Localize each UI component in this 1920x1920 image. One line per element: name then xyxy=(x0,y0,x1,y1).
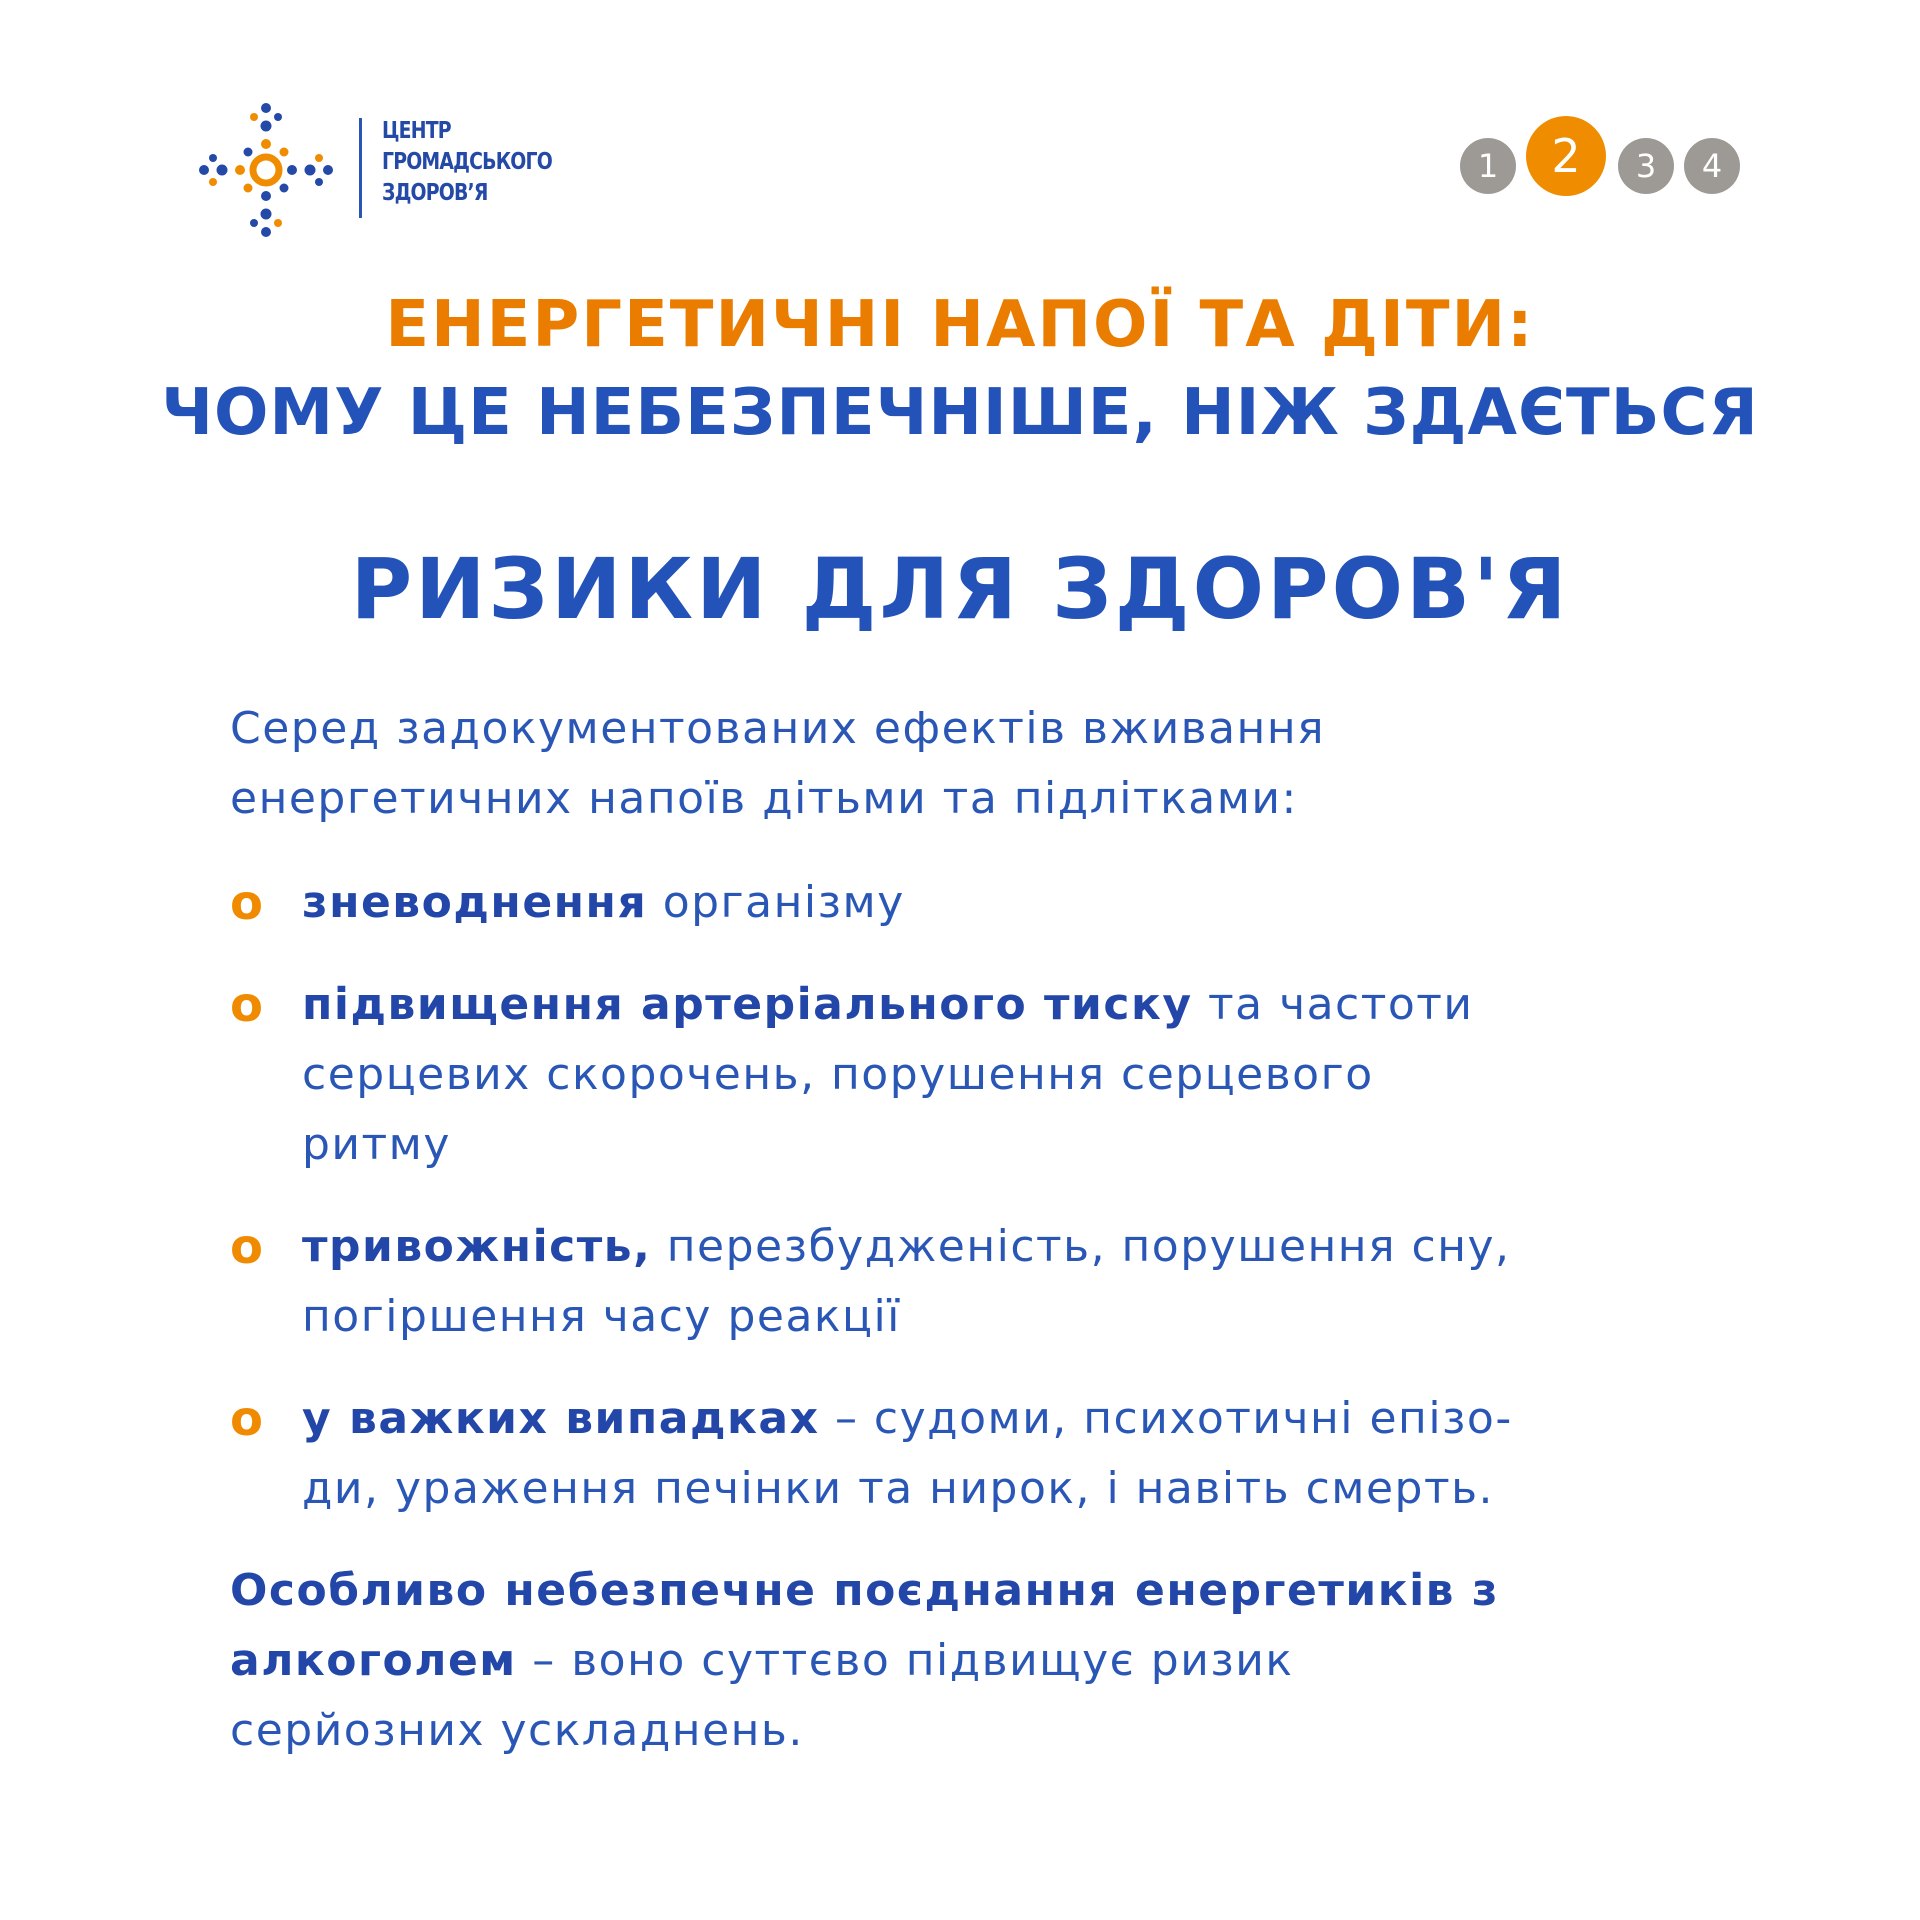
list-item xyxy=(230,1212,1770,1352)
bullet-marker: о xyxy=(230,1391,265,1447)
organization-logo xyxy=(196,100,636,240)
bullet-bold: у важких випадках xyxy=(302,1393,820,1444)
bullet-text: та частоти xyxy=(1192,979,1474,1030)
intro-paragraph xyxy=(230,694,1770,834)
closing-text: серйозних ускладнень. xyxy=(230,1705,804,1756)
closing-paragraph xyxy=(230,1556,1770,1766)
risk-list xyxy=(230,868,1770,1556)
bullet-bold: зневоднення xyxy=(302,877,648,928)
intro-line: Серед задокументованих ефектів вживання xyxy=(230,703,1326,754)
bullet-marker: о xyxy=(230,977,265,1033)
bullet-text: погіршення часу реакції xyxy=(302,1291,901,1342)
page-dot-1[interactable]: 1 xyxy=(1460,138,1516,194)
closing-text: – воно суттєво підвищує ризик xyxy=(516,1635,1294,1686)
closing-bold: Особливо небезпечне поєднання енергетиків з xyxy=(230,1565,1499,1616)
headline-line-2: ЧОМУ ЦЕ НЕБЕЗПЕЧНІШЕ, НІЖ ЗДАЄТЬСЯ xyxy=(161,376,1759,450)
list-item xyxy=(230,1384,1770,1524)
page-dot-4[interactable]: 4 xyxy=(1684,138,1740,194)
page-dot-3[interactable]: 3 xyxy=(1618,138,1674,194)
bullet-bold: тривожність, xyxy=(302,1221,652,1272)
logo-line: ЗДОРОВ’Я xyxy=(382,180,488,206)
bullet-text: серцевих скорочень, порушення серцевого xyxy=(302,1049,1374,1100)
bullet-text: ритму xyxy=(302,1119,451,1170)
closing-bold: алкоголем xyxy=(230,1635,517,1686)
bullet-text: – судоми, психотичні епізо- xyxy=(819,1393,1513,1444)
section-title: РИЗИКИ ДЛЯ ЗДОРОВ'Я xyxy=(350,540,1570,638)
bullet-text: перезбудженість, порушення сну, xyxy=(651,1221,1511,1272)
logo-line: ЦЕНТР xyxy=(382,118,451,144)
logo-line: ГРОМАДСЬКОГО xyxy=(382,149,552,175)
page-dot-2-active[interactable]: 2 xyxy=(1526,116,1606,196)
bullet-marker: о xyxy=(230,875,265,931)
list-item xyxy=(230,970,1770,1180)
intro-line: енергетичних напоїв дітьми та підлітками: xyxy=(230,773,1298,824)
bullet-bold: підвищення артеріального тиску xyxy=(302,979,1193,1030)
headline-line-1: ЕНЕРГЕТИЧНІ НАПОЇ ТА ДІТИ: xyxy=(385,288,1535,362)
list-item xyxy=(230,868,1770,938)
dots-emblem-icon xyxy=(196,100,336,240)
logo-divider xyxy=(359,118,362,218)
bullet-marker: о xyxy=(230,1219,265,1275)
bullet-text: ди, ураження печінки та нирок, і навіть смерть. xyxy=(302,1463,1495,1514)
bullet-text: організму xyxy=(647,877,905,928)
logo-wordmark xyxy=(382,116,552,209)
slide-pager xyxy=(1460,116,1760,216)
